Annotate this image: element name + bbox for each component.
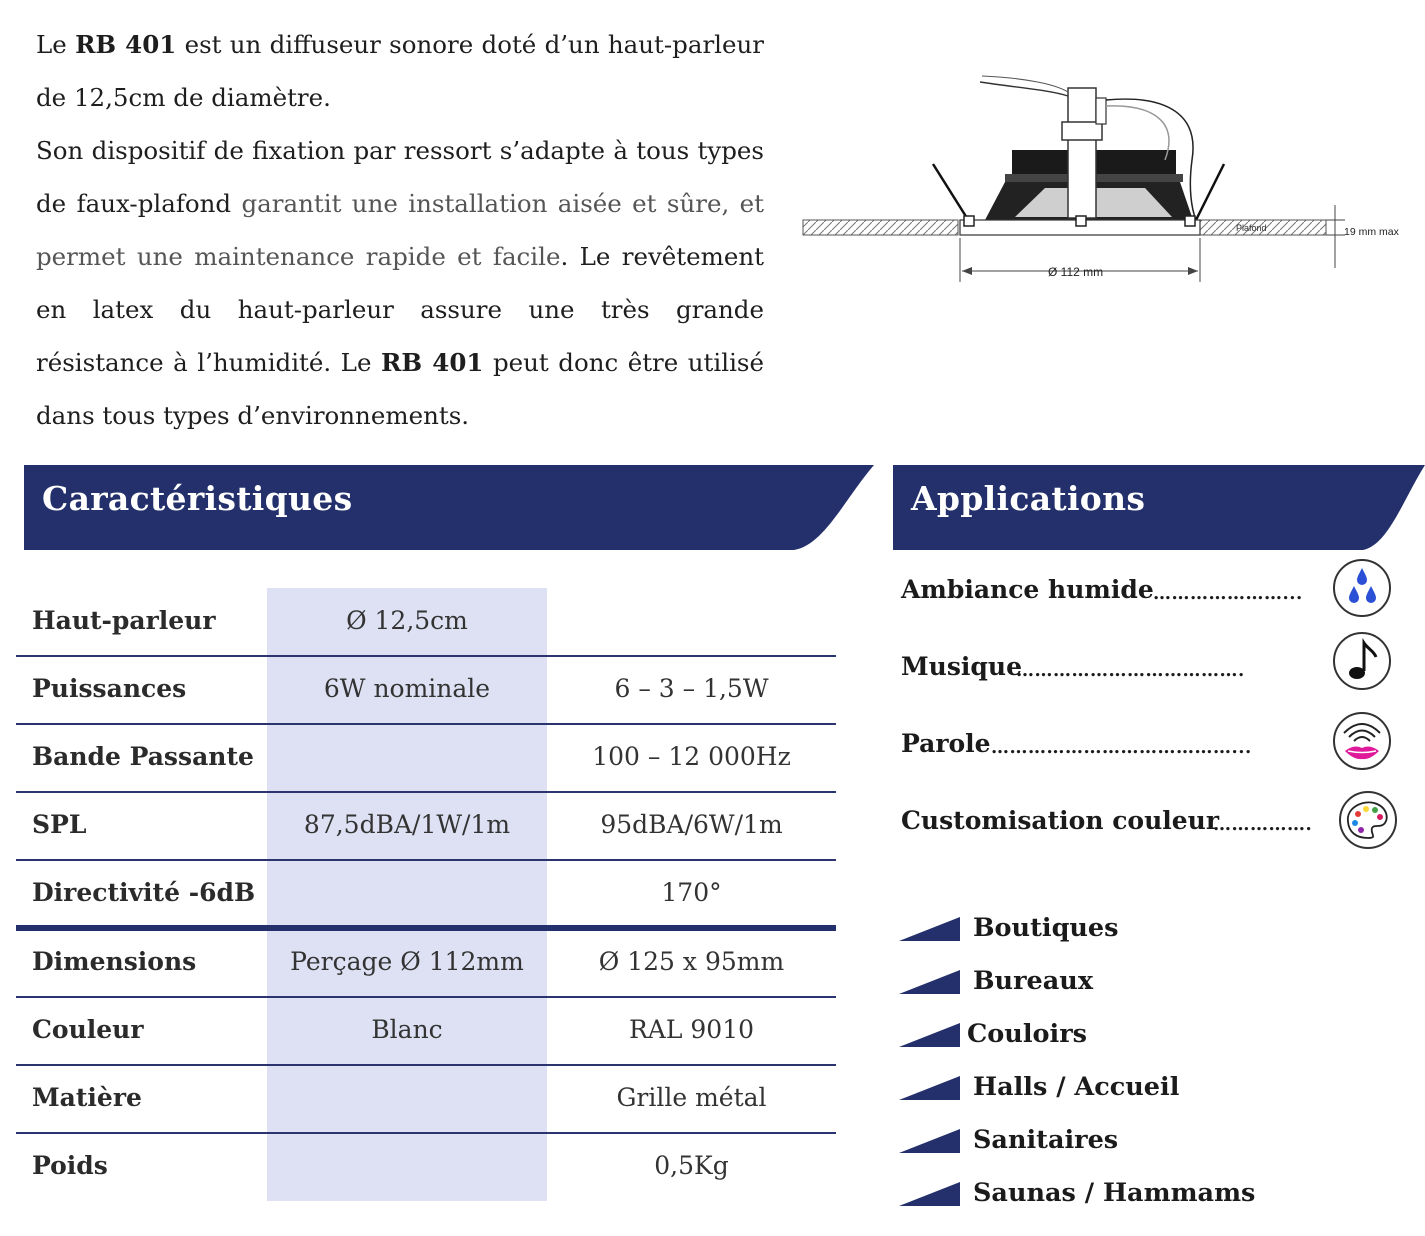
table-row — [16, 792, 836, 860]
diameter-label: Ø 112 mm — [1048, 265, 1104, 279]
table-row — [16, 1133, 836, 1201]
spec-value-alt: 100 – 12 000Hz — [592, 742, 791, 771]
spec-value-alt: 170° — [661, 878, 722, 907]
spec-value-alt: 6 – 3 – 1,5W — [614, 674, 769, 703]
water-drops-icon — [1332, 558, 1392, 618]
spec-label: Couleur — [32, 1015, 144, 1044]
venue-item — [897, 913, 1417, 953]
venue-item — [897, 1019, 1417, 1059]
blue-wedge-icon — [897, 913, 962, 943]
venue-label: Saunas / Hammams — [973, 1178, 1256, 1208]
spec-value-alt: Ø 125 x 95mm — [598, 947, 785, 976]
leader-dots: …………………... — [1153, 583, 1303, 604]
spec-value-alt: RAL 9010 — [628, 1015, 755, 1044]
spec-value: Perçage Ø 112mm — [290, 947, 524, 976]
venue-label: Halls / Accueil — [973, 1072, 1180, 1102]
spec-value: 6W nominale — [323, 674, 491, 703]
applications-banner — [893, 465, 1425, 550]
table-row — [16, 724, 836, 792]
application-ambiance-humide — [901, 575, 1401, 635]
venue-label: Sanitaires — [973, 1125, 1119, 1155]
leader-dots: ……………. — [1213, 814, 1313, 835]
blue-wedge-icon — [897, 1019, 962, 1049]
applications-title: Applications — [911, 479, 1146, 518]
blue-wedge-icon — [897, 1125, 962, 1155]
table-row — [16, 588, 836, 656]
table-row — [16, 1065, 836, 1133]
ceiling-label: Plafond — [1236, 223, 1267, 233]
spec-label: Puissances — [32, 674, 187, 703]
spec-value: Blanc — [371, 1015, 443, 1044]
venue-item — [897, 1178, 1417, 1218]
venue-item — [897, 1125, 1417, 1165]
model-name-2: RB 401 — [380, 348, 484, 377]
leader-dots: ………………………………. — [1016, 660, 1245, 681]
application-label: Musique — [901, 652, 1022, 681]
table-row — [16, 929, 836, 997]
leader-dots: …………………………………... — [991, 737, 1252, 758]
application-label: Ambiance humide — [901, 575, 1154, 604]
spec-label: Dimensions — [32, 947, 197, 976]
table-row — [16, 997, 836, 1065]
venue-label: Boutiques — [973, 913, 1119, 943]
spec-label: Directivité -6dB — [32, 878, 256, 907]
spec-value-alt: Grille métal — [616, 1083, 767, 1112]
intro-text — [36, 18, 764, 442]
spec-value: Ø 12,5cm — [346, 606, 468, 635]
table-row — [16, 860, 836, 928]
music-note-icon — [1332, 631, 1392, 691]
blue-wedge-icon — [897, 966, 962, 996]
venue-item — [897, 1072, 1417, 1112]
venue-label: Bureaux — [973, 966, 1094, 996]
table-row — [16, 656, 836, 724]
application-label: Customisation couleur — [901, 806, 1220, 835]
installation-diagram — [800, 70, 1410, 300]
blue-wedge-icon — [897, 1178, 962, 1208]
spec-value-alt: 0,5Kg — [654, 1151, 729, 1180]
spec-label: SPL — [32, 810, 87, 839]
thickness-label: 19 mm max — [1344, 226, 1399, 238]
application-customisation-couleur — [901, 806, 1401, 866]
speaking-lips-icon — [1332, 711, 1392, 771]
intro-paragraph-1: Le RB 401 est un diffuseur sonore doté d’un haut-parleur de 12,5cm de diamètre. — [36, 30, 764, 112]
spec-label: Haut-parleur — [32, 606, 216, 635]
blue-wedge-icon — [897, 1072, 962, 1102]
application-musique — [901, 652, 1401, 712]
spec-value: 87,5dBA/1W/1m — [303, 810, 511, 839]
characteristics-title: Caractéristiques — [42, 479, 353, 518]
application-parole — [901, 729, 1401, 789]
color-palette-icon — [1338, 790, 1398, 850]
spec-label: Poids — [32, 1151, 108, 1180]
spec-value-alt: 95dBA/6W/1m — [600, 810, 783, 839]
application-label: Parole — [901, 729, 991, 758]
venue-item — [897, 966, 1417, 1006]
model-name: RB 401 — [75, 30, 177, 59]
spec-label: Matière — [32, 1083, 142, 1112]
intro-paragraph-2: Son dispositif de fixation par ressort s’adapte à tous types de faux-plafond garantit une installation aisée et sûre, et permet une maintenance rapide et facile. Le revêtement en latex du haut-parleur assure une très grande résistance à l’humidité. Le RB 401 peut donc être utilisé dans tous types d’environnements. — [36, 136, 764, 430]
venue-label: Couloirs — [967, 1019, 1088, 1049]
characteristics-banner — [24, 465, 874, 550]
spec-label: Bande Passante — [32, 742, 254, 771]
